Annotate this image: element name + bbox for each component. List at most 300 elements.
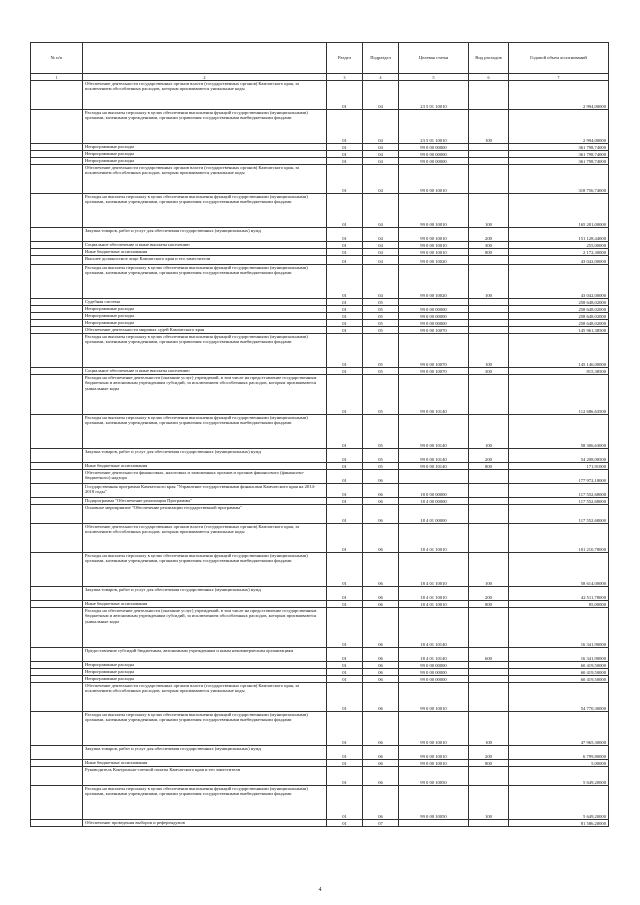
cell-target-article: 18 4 00 00000 [399, 498, 469, 505]
cell-amount: 60 419,50000 [509, 676, 609, 683]
cell-expense-type: 100 [469, 786, 509, 820]
cell-podrazdel: 06 [363, 683, 399, 712]
cell-podrazdel: 04 [363, 242, 399, 249]
cell-target-article: 99 0 00 10140 [399, 463, 469, 470]
cell-amount: 361 798,74000 [509, 158, 609, 165]
cell-expense-type [469, 320, 509, 327]
table-row [31, 81, 609, 110]
cell-name: Непрограммные расходы [83, 320, 327, 327]
cell-amount: 117 552,68000 [509, 498, 609, 505]
table-row [31, 587, 609, 601]
cell-podrazdel: 06 [363, 648, 399, 662]
cell-target-article: 99 0 00 00000 [399, 306, 469, 313]
cell-amount: 361 798,74000 [509, 144, 609, 151]
column-number: 5 [399, 74, 469, 81]
cell-podrazdel: 05 [363, 334, 399, 368]
cell-podrazdel: 06 [363, 712, 399, 746]
cell-name: Непрограммные расходы [83, 662, 327, 669]
table-row [31, 265, 609, 299]
cell-number [31, 662, 83, 669]
cell-podrazdel: 04 [363, 194, 399, 228]
cell-number [31, 524, 83, 553]
cell-podrazdel: 06 [363, 767, 399, 786]
cell-target-article: 99 0 00 00000 [399, 151, 469, 158]
cell-number [31, 760, 83, 767]
cell-podrazdel: 04 [363, 151, 399, 158]
cell-expense-type [469, 662, 509, 669]
cell-razdel: 01 [327, 662, 363, 669]
cell-podrazdel: 06 [363, 746, 399, 760]
table-row [31, 648, 609, 662]
header-num: № п/п [31, 43, 83, 74]
cell-razdel: 01 [327, 669, 363, 676]
cell-target-article: 18 4 01 10010 [399, 524, 469, 553]
cell-number [31, 767, 83, 786]
cell-number [31, 676, 83, 683]
cell-name: Иные бюджетные ассигнования [83, 760, 327, 767]
header-target-article: Целевая статья [399, 43, 469, 74]
cell-target-article [399, 470, 469, 484]
cell-name: Предоставление субсидий бюджетным, автономным учреждениям и иным некоммерческим организациям [83, 648, 327, 662]
cell-number [31, 165, 83, 194]
cell-amount: 151 128,44000 [509, 228, 609, 242]
cell-target-article: 99 0 00 10010 [399, 228, 469, 242]
cell-expense-type [469, 375, 509, 415]
cell-target-article: 99 0 00 10010 [399, 712, 469, 746]
cell-target-article: 99 0 00 10070 [399, 334, 469, 368]
column-number: 2 [83, 74, 327, 81]
cell-amount: 85,00000 [509, 601, 609, 608]
cell-razdel: 01 [327, 249, 363, 256]
cell-target-article: 99 0 00 00000 [399, 662, 469, 669]
table-row [31, 299, 609, 306]
cell-number [31, 375, 83, 415]
cell-razdel: 01 [327, 608, 363, 648]
cell-expense-type: 100 [469, 194, 509, 228]
table-row [31, 306, 609, 313]
header-expense-type: Вид расходов [469, 43, 509, 74]
cell-name: Расходы на выплаты персоналу в целях обеспечения выполнения функций государственными (муниципальными) органами, казенными учреждениями, органами управления государственными внебюджетными фондами [83, 553, 327, 587]
cell-target-article: 99 0 00 10050 [399, 767, 469, 786]
cell-expense-type: 300 [469, 368, 509, 375]
cell-number [31, 158, 83, 165]
column-number: 4 [363, 74, 399, 81]
cell-number [31, 505, 83, 524]
table-row [31, 498, 609, 505]
cell-name: Расходы на выплаты персоналу в целях обеспечения выполнения функций государственными (муниципальными) органами, казенными учреждениями, органами управления государственными внебюджетными фондами [83, 265, 327, 299]
cell-target-article: 99 0 00 10050 [399, 786, 469, 820]
cell-amount: 145 961,38500 [509, 327, 609, 334]
cell-razdel: 01 [327, 299, 363, 306]
cell-expense-type [469, 683, 509, 712]
cell-number [31, 313, 83, 320]
cell-podrazdel: 06 [363, 553, 399, 587]
table-row [31, 470, 609, 484]
table-row [31, 242, 609, 249]
table-row [31, 375, 609, 415]
cell-amount: 47 965,30000 [509, 712, 609, 746]
cell-name: Иные бюджетные ассигнования [83, 601, 327, 608]
cell-razdel: 01 [327, 587, 363, 601]
cell-target-article: 99 0 00 10020 [399, 256, 469, 265]
cell-name: Расходы на выплаты персоналу в целях обеспечения выполнения функций государственными (муниципальными) органами, казенными учреждениями, органами управления государственными внебюджетными фондами [83, 194, 327, 228]
cell-podrazdel: 05 [363, 320, 399, 327]
cell-razdel: 01 [327, 760, 363, 767]
cell-amount: 60 419,50000 [509, 669, 609, 676]
cell-name: Расходы на выплаты персоналу в целях обеспечения выполнения функций государственными (муниципальными) органами, казенными учреждениями, органами управления государственными внебюджетными фондами [83, 712, 327, 746]
cell-name: Обеспечение деятельности мировых судей Камчатского края [83, 327, 327, 334]
cell-podrazdel: 04 [363, 265, 399, 299]
table-header-row [31, 43, 609, 74]
cell-number [31, 327, 83, 334]
cell-razdel: 01 [327, 320, 363, 327]
cell-number [31, 669, 83, 676]
cell-number [31, 601, 83, 608]
cell-number [31, 463, 83, 470]
cell-expense-type [469, 484, 509, 498]
cell-expense-type: 100 [469, 265, 509, 299]
table-row [31, 712, 609, 746]
cell-amount: 5 649,20000 [509, 767, 609, 786]
column-number: 1 [31, 74, 83, 81]
cell-target-article: 99 0 00 00000 [399, 669, 469, 676]
cell-target-article [399, 820, 469, 827]
table-row [31, 256, 609, 265]
cell-number [31, 256, 83, 265]
table-row [31, 524, 609, 553]
table-row [31, 669, 609, 676]
cell-expense-type: 600 [469, 648, 509, 662]
cell-razdel: 01 [327, 265, 363, 299]
cell-expense-type [469, 470, 509, 484]
header-podrazdel: Подраздел [363, 43, 399, 74]
cell-razdel: 01 [327, 553, 363, 587]
cell-podrazdel: 04 [363, 110, 399, 144]
cell-name: Расходы на выплаты персоналу в целях обеспечения выполнения функций государственными (муниципальными) органами, казенными учреждениями, органами управления государственными внебюджетными фондами [83, 786, 327, 820]
cell-expense-type [469, 524, 509, 553]
cell-podrazdel: 04 [363, 228, 399, 242]
cell-amount: 2 172,30000 [509, 249, 609, 256]
cell-amount: 145 146,00000 [509, 334, 609, 368]
table-row [31, 601, 609, 608]
cell-expense-type [469, 158, 509, 165]
cell-razdel: 01 [327, 786, 363, 820]
cell-number [31, 608, 83, 648]
cell-target-article: 99 0 00 00000 [399, 158, 469, 165]
cell-expense-type [469, 327, 509, 334]
cell-podrazdel: 07 [363, 820, 399, 827]
cell-amount: 171,91000 [509, 463, 609, 470]
cell-name: Расходы на выплаты персоналу в целях обеспечения выполнения функций государственными (муниципальными) органами, казенными учреждениями, органами управления государственными внебюджетными фондами [83, 334, 327, 368]
cell-number [31, 265, 83, 299]
cell-amount: 58 614,00000 [509, 553, 609, 587]
cell-number [31, 320, 83, 327]
cell-name: Расходы на обеспечение деятельности (оказание услуг) учреждений, в том числе на предоставление государственным бюджетным и автономным учреждениям субсидий, за исключением обособленных расходов, которым присваиваются уникальные коды [83, 375, 327, 415]
cell-number [31, 368, 83, 375]
cell-podrazdel: 06 [363, 662, 399, 669]
table-row [31, 165, 609, 194]
cell-name: Подпрограмма "Обеспечение реализации Программы" [83, 498, 327, 505]
cell-razdel: 01 [327, 767, 363, 786]
cell-expense-type: 100 [469, 415, 509, 449]
cell-amount: 112 686,63500 [509, 375, 609, 415]
cell-podrazdel: 04 [363, 144, 399, 151]
cell-target-article: 99 0 00 10070 [399, 368, 469, 375]
cell-name: Непрограммные расходы [83, 306, 327, 313]
table-row [31, 334, 609, 368]
cell-number [31, 449, 83, 463]
cell-amount: 117 552,68000 [509, 505, 609, 524]
cell-amount: 60 419,50000 [509, 662, 609, 669]
cell-razdel: 01 [327, 524, 363, 553]
cell-name: Основное мероприятие "Обеспечение реализации государственной программы" [83, 505, 327, 524]
table-row [31, 144, 609, 151]
page-number: 4 [318, 887, 322, 893]
column-number: 6 [469, 74, 509, 81]
header-amount: Годовой объем ассигнований [509, 43, 609, 74]
column-number: 3 [327, 74, 363, 81]
column-number: 7 [509, 74, 609, 81]
cell-name: Государственная программа Камчатского края "Управление государственными финансами Камчатского края на 2014-2018 годы" [83, 484, 327, 498]
cell-expense-type: 100 [469, 712, 509, 746]
cell-podrazdel: 06 [363, 587, 399, 601]
cell-target-article: 18 4 01 10010 [399, 601, 469, 608]
cell-expense-type [469, 256, 509, 265]
cell-number [31, 587, 83, 601]
cell-razdel: 01 [327, 242, 363, 249]
cell-target-article: 18 4 01 10010 [399, 587, 469, 601]
cell-amount: 2 994,00000 [509, 110, 609, 144]
cell-name: Непрограммные расходы [83, 313, 327, 320]
cell-razdel: 01 [327, 158, 363, 165]
cell-expense-type: 200 [469, 587, 509, 601]
cell-number [31, 786, 83, 820]
cell-podrazdel: 05 [363, 313, 399, 320]
cell-razdel: 01 [327, 110, 363, 144]
cell-target-article: 99 0 00 10010 [399, 683, 469, 712]
cell-expense-type [469, 676, 509, 683]
cell-expense-type [469, 498, 509, 505]
cell-amount: 16 341,90000 [509, 648, 609, 662]
cell-number [31, 820, 83, 827]
table-row [31, 608, 609, 648]
cell-number [31, 334, 83, 368]
cell-expense-type: 100 [469, 334, 509, 368]
cell-target-article: 99 0 00 00000 [399, 320, 469, 327]
cell-target-article: 99 0 00 10020 [399, 265, 469, 299]
cell-expense-type [469, 313, 509, 320]
cell-razdel: 01 [327, 449, 363, 463]
cell-name: Иные бюджетные ассигнования [83, 463, 327, 470]
cell-target-article: 99 0 00 10010 [399, 242, 469, 249]
cell-razdel: 01 [327, 144, 363, 151]
cell-name: Руководитель Контрольно-счетной палаты Камчатского края и его заместители [83, 767, 327, 786]
cell-amount: 258 648,02000 [509, 313, 609, 320]
cell-amount: 177 972,18000 [509, 470, 609, 484]
cell-podrazdel: 04 [363, 165, 399, 194]
cell-target-article [399, 299, 469, 306]
cell-razdel: 01 [327, 712, 363, 746]
table-row [31, 746, 609, 760]
cell-number [31, 151, 83, 158]
cell-name: Высшее должностное лицо Камчатского края и его заместители [83, 256, 327, 265]
cell-target-article: 99 0 00 10010 [399, 760, 469, 767]
header-name [83, 43, 327, 74]
cell-razdel: 01 [327, 368, 363, 375]
cell-expense-type [469, 144, 509, 151]
table-row [31, 313, 609, 320]
cell-podrazdel: 06 [363, 498, 399, 505]
cell-target-article: 18 4 01 10140 [399, 608, 469, 648]
cell-podrazdel: 06 [363, 760, 399, 767]
cell-number [31, 415, 83, 449]
cell-name: Непрограммные расходы [83, 669, 327, 676]
cell-razdel: 01 [327, 676, 363, 683]
cell-amount: 258 648,02000 [509, 320, 609, 327]
cell-amount: 117 552,68000 [509, 484, 609, 498]
cell-amount: 58 306,63000 [509, 415, 609, 449]
cell-podrazdel: 06 [363, 608, 399, 648]
cell-expense-type [469, 165, 509, 194]
cell-target-article: 99 0 00 10010 [399, 249, 469, 256]
column-number-row [31, 74, 609, 81]
cell-expense-type [469, 669, 509, 676]
cell-target-article: 99 0 00 10010 [399, 194, 469, 228]
cell-amount: 255,00000 [509, 242, 609, 249]
cell-target-article: 99 0 00 00000 [399, 144, 469, 151]
cell-expense-type [469, 608, 509, 648]
table-row [31, 505, 609, 524]
cell-podrazdel: 06 [363, 470, 399, 484]
cell-number [31, 242, 83, 249]
cell-name: Обеспечение деятельности финансовых, налоговых и таможенных органов и органов финансового (финансово-бюджетного) надзора [83, 470, 327, 484]
budget-table [30, 42, 609, 827]
cell-expense-type: 100 [469, 110, 509, 144]
cell-name: Закупка товаров, работ и услуг для обеспечения государственных (муниципальных) нужд [83, 587, 327, 601]
cell-podrazdel: 05 [363, 299, 399, 306]
cell-target-article: 99 0 00 00000 [399, 676, 469, 683]
cell-amount: 81 586,20000 [509, 820, 609, 827]
cell-razdel: 01 [327, 327, 363, 334]
cell-expense-type [469, 767, 509, 786]
cell-expense-type: 200 [469, 449, 509, 463]
cell-number [31, 683, 83, 712]
table-row [31, 820, 609, 827]
cell-number [31, 228, 83, 242]
cell-razdel: 01 [327, 505, 363, 524]
cell-expense-type: 200 [469, 746, 509, 760]
cell-amount: 258 648,02000 [509, 306, 609, 313]
cell-podrazdel: 05 [363, 449, 399, 463]
cell-name: Обеспечение деятельности государственных органов власти (государственных органов) Камчатского края, за исключением обособленных расходов, которым присваиваются уникальные коды [83, 524, 327, 553]
table-row [31, 676, 609, 683]
table-row [31, 683, 609, 712]
cell-target-article: 23 5 01 10010 [399, 81, 469, 110]
cell-podrazdel: 06 [363, 669, 399, 676]
cell-amount: 165 201,00000 [509, 194, 609, 228]
cell-expense-type [469, 505, 509, 524]
cell-name: Обеспечение деятельности государственных органов власти (государственных органов) Камчатского края, за исключением обособленных расходов, которым присваиваются уникальные коды [83, 81, 327, 110]
cell-number [31, 81, 83, 110]
cell-name: Непрограммные расходы [83, 151, 327, 158]
cell-amount: 43 042,00000 [509, 265, 609, 299]
table-row [31, 151, 609, 158]
cell-podrazdel: 05 [363, 306, 399, 313]
cell-razdel: 01 [327, 648, 363, 662]
cell-amount: 101 210,78000 [509, 524, 609, 553]
cell-amount: 54 770,30000 [509, 683, 609, 712]
cell-name: Судебная система [83, 299, 327, 306]
header-razdel: Раздел [327, 43, 363, 74]
cell-amount: 54 208,08500 [509, 449, 609, 463]
cell-number [31, 553, 83, 587]
cell-name: Социальное обеспечение и иные выплаты населению [83, 242, 327, 249]
cell-podrazdel: 05 [363, 375, 399, 415]
cell-podrazdel: 05 [363, 368, 399, 375]
cell-razdel: 01 [327, 820, 363, 827]
cell-amount: 5,00000 [509, 760, 609, 767]
cell-name: Закупка товаров, работ и услуг для обеспечения государственных (муниципальных) нужд [83, 449, 327, 463]
cell-name: Обеспечение деятельности государственных органов власти (государственных органов) Камчатского края, за исключением обособленных расходов, которым присваиваются уникальные коды [83, 683, 327, 712]
cell-number [31, 144, 83, 151]
cell-name: Расходы на выплаты персоналу в целях обеспечения выполнения функций государственными (муниципальными) органами, казенными учреждениями, органами управления государственными внебюджетными фондами [83, 415, 327, 449]
cell-name: Закупка товаров, работ и услуг для обеспечения государственных (муниципальных) нужд [83, 228, 327, 242]
cell-amount: 42 511,78000 [509, 587, 609, 601]
cell-expense-type: 800 [469, 463, 509, 470]
cell-razdel: 01 [327, 228, 363, 242]
cell-name: Непрограммные расходы [83, 144, 327, 151]
cell-target-article: 18 0 00 00000 [399, 484, 469, 498]
cell-expense-type [469, 299, 509, 306]
cell-target-article: 99 0 00 10010 [399, 165, 469, 194]
table-row [31, 449, 609, 463]
cell-razdel: 01 [327, 194, 363, 228]
cell-razdel: 01 [327, 463, 363, 470]
cell-number [31, 498, 83, 505]
cell-amount: 318 756,74000 [509, 165, 609, 194]
table-row [31, 553, 609, 587]
table-row [31, 786, 609, 820]
cell-name: Закупка товаров, работ и услуг для обеспечения государственных (муниципальных) нужд [83, 746, 327, 760]
cell-expense-type: 800 [469, 760, 509, 767]
table-row [31, 662, 609, 669]
cell-target-article: 99 0 00 10140 [399, 375, 469, 415]
cell-podrazdel: 04 [363, 256, 399, 265]
cell-podrazdel: 04 [363, 249, 399, 256]
cell-razdel: 01 [327, 313, 363, 320]
cell-target-article: 99 0 00 10010 [399, 746, 469, 760]
cell-name: Расходы на обеспечение деятельности (оказание услуг) учреждений, в том числе на предоставление государственным бюджетным и автономным учреждениям субсидий, за исключением обособленных расходов, которым присваиваются уникальные коды [83, 608, 327, 648]
cell-target-article: 18 4 01 10010 [399, 553, 469, 587]
cell-amount: 258 648,02000 [509, 299, 609, 306]
cell-expense-type: 800 [469, 601, 509, 608]
cell-razdel: 01 [327, 484, 363, 498]
cell-number [31, 712, 83, 746]
cell-razdel: 01 [327, 306, 363, 313]
cell-target-article: 23 5 01 10010 [399, 110, 469, 144]
table-row [31, 249, 609, 256]
cell-name: Обеспечение деятельности государственных органов власти (государственных органов) Камчатского края, за исключением обособленных расходов, которым присваиваются уникальные коды [83, 165, 327, 194]
table-row [31, 368, 609, 375]
cell-amount: 5 649,20000 [509, 786, 609, 820]
cell-podrazdel: 04 [363, 158, 399, 165]
table-row [31, 194, 609, 228]
cell-razdel: 01 [327, 601, 363, 608]
cell-podrazdel: 06 [363, 524, 399, 553]
cell-razdel: 01 [327, 498, 363, 505]
cell-razdel: 01 [327, 165, 363, 194]
cell-amount: 43 042,00000 [509, 256, 609, 265]
